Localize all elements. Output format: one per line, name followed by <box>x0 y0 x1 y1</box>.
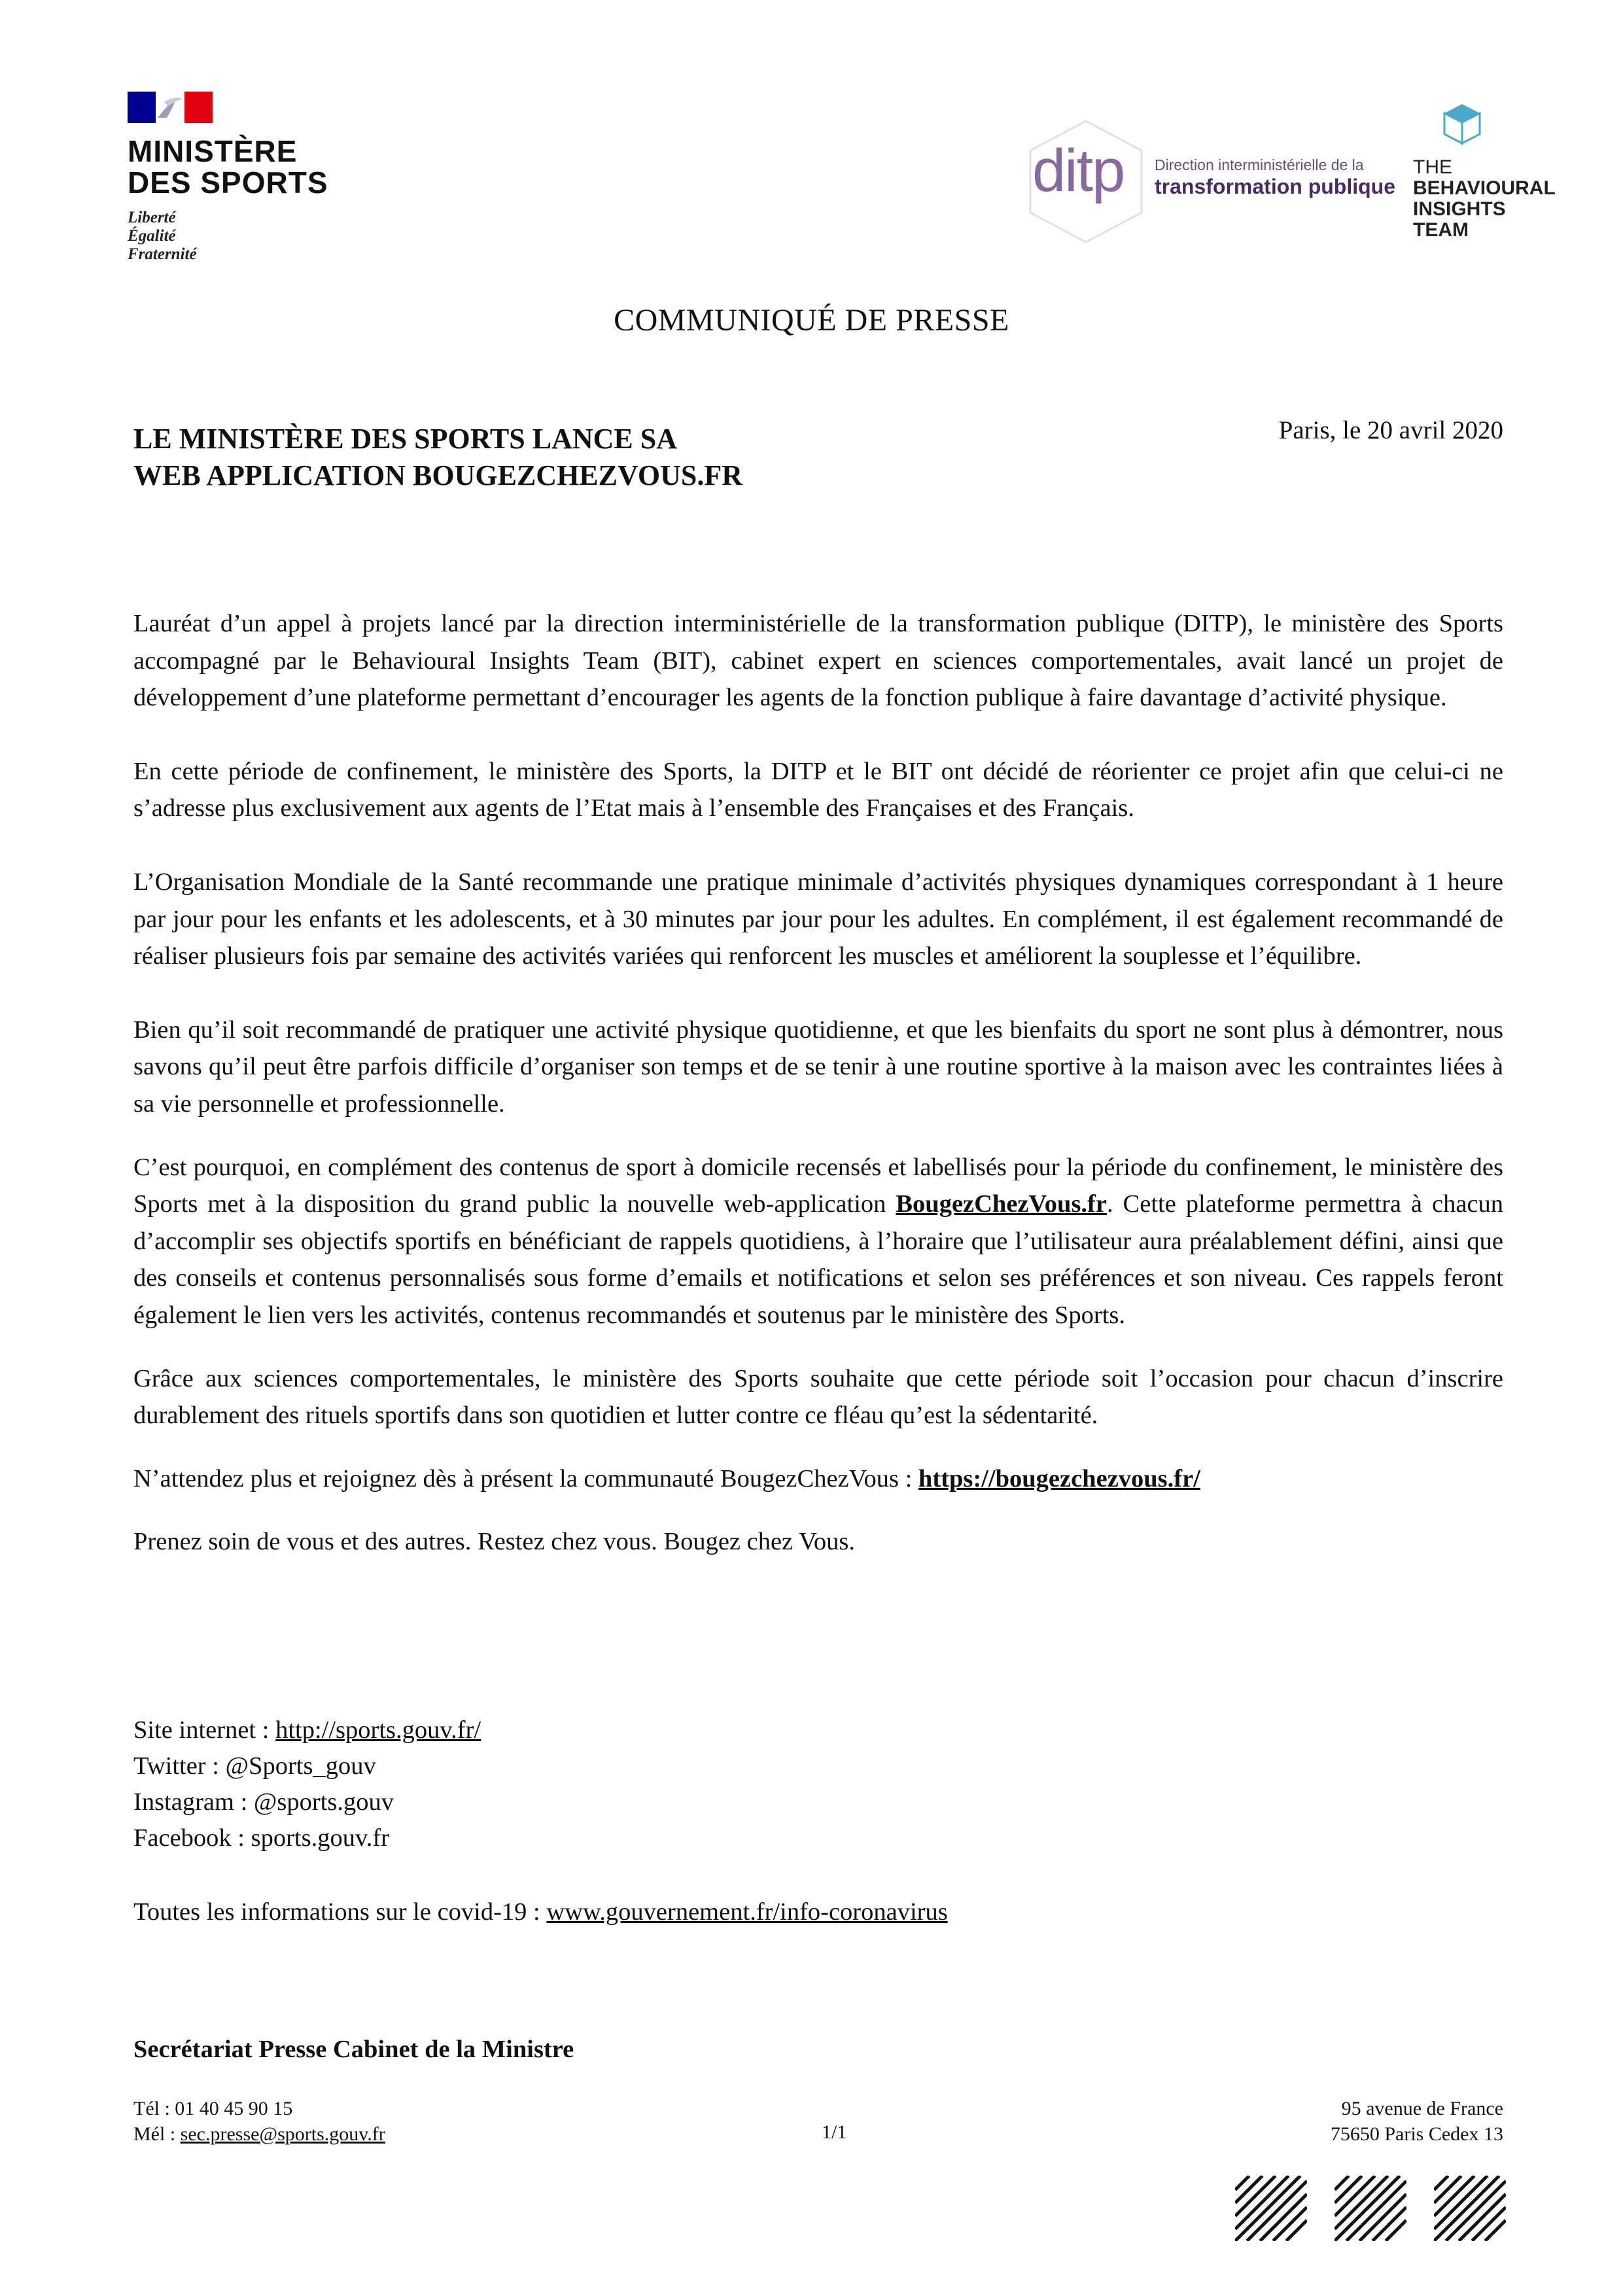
secretariat-heading: Secrétariat Presse Cabinet de la Ministre <box>133 2036 574 2063</box>
sports-gouv-link[interactable]: http://sports.gouv.fr/ <box>275 1716 481 1744</box>
behavioural-insights-team-logo <box>1413 101 1570 252</box>
ditp-mark: ditp <box>1032 137 1125 204</box>
contacts-block <box>133 1712 481 1856</box>
headline-line1: LE MINISTÈRE DES SPORTS LANCE SA <box>133 423 678 455</box>
headline-line2: WEB APPLICATION BOUGEZCHEZVOUS.FR <box>133 459 743 491</box>
site-line <box>133 1712 481 1748</box>
bougezchezvous-link[interactable]: BougezChezVous.fr <box>896 1190 1107 1218</box>
paragraph-4: Bien qu’il soit recommandé de pratiquer une activité physique quotidienne, et que les bienfaits du sport ne sont plus à démontrer, nous savons qu’il peut être parfois difficile d’organiser son temps et de se tenir à une routine sportive à la maison avec les contraintes liées à sa vie personnelle et professionnelle. <box>133 1016 1503 1118</box>
footer-contact <box>133 2096 385 2147</box>
ditp-logo <box>1021 115 1395 245</box>
covid-label: Toutes les informations sur le covid-19 : <box>133 1898 547 1926</box>
ministry-name-line1: MINISTÈRE <box>128 134 298 168</box>
paragraph-5-text-after: . Cette plateforme permettra à chacun d’accomplir ses objectifs sportifs en bénéficiant de rappels quotidiens, à l’horaire que l’utilisateur aura préalablement défini, ainsi que des conseils et contenus personnalisés sous forme d’emails et notifications et selon ses préférences et son niveau. Ces rappels feront également le lien vers les activités, contenus recommandés et soutenus par le ministère des Sports. <box>133 1190 1503 1329</box>
press-release-body <box>133 605 1503 1597</box>
hatch-square-icon <box>1434 2176 1506 2241</box>
motto-egalite: Égalité <box>128 227 176 245</box>
hatch-square-icon <box>1335 2176 1406 2241</box>
paragraph-5-text-before: C’est pourquoi, en complément des contenus de sport à domicile recensés et labellisés pour la période du confinement, le ministère des Sports met à la disposition du grand public la nouvelle web-application <box>133 1153 1503 1218</box>
press-release-label: COMMUNIQUÉ DE PRESSE <box>614 303 1009 338</box>
footer-address <box>1331 2096 1503 2147</box>
headline <box>133 421 742 494</box>
motto-fraternite: Fraternité <box>128 245 197 263</box>
instagram-line: Instagram : @sports.gouv <box>133 1788 394 1816</box>
marianne-flag-icon <box>128 92 213 123</box>
bit-name-line2: BEHAVIOURAL <box>1413 177 1556 199</box>
footer-hatch-decoration <box>1235 2176 1510 2248</box>
ditp-name-line1: Direction interministérielle de la <box>1155 156 1364 173</box>
address-line2: 75650 Paris Cedex 13 <box>1330 2123 1503 2145</box>
site-label: Site internet : <box>133 1716 276 1744</box>
press-email-link[interactable]: sec.presse@sports.gouv.fr <box>180 2123 385 2145</box>
paragraph-1: Lauréat d’un appel à projets lancé par la direction interministérielle de la transformation publique (DITP), le ministère des Sports accompagné par le Behavioural Insights Team (BIT), cabinet expert en sciences comportementales, avait lancé un projet de développement d’une plateforme permettant d’encourager les agents de la fonction publique à faire davantage d’activité physique. <box>133 610 1503 712</box>
bit-name-line1: THE <box>1413 156 1452 178</box>
place-date: Paris, le 20 avril 2020 <box>1278 416 1503 444</box>
covid-info-line <box>133 1898 948 1926</box>
twitter-line: Twitter : @Sports_gouv <box>133 1752 376 1780</box>
covid-info-link[interactable]: www.gouvernement.fr/info-coronavirus <box>546 1898 948 1926</box>
paragraph-7-text: N’attendez plus et rejoignez dès à présent la communauté BougezChezVous : <box>133 1464 918 1492</box>
bit-name-line3: INSIGHTS <box>1413 198 1506 220</box>
paragraph-8: Prenez soin de vous et des autres. Restez chez vous. Bougez chez Vous. <box>133 1528 856 1556</box>
facebook-line: Facebook : sports.gouv.fr <box>133 1824 389 1852</box>
ministry-of-sports-logo <box>128 92 343 275</box>
footer-mail-label: Mél : <box>133 2123 181 2145</box>
paragraph-3: L’Organisation Mondiale de la Santé recommande une pratique minimale d’activités physiques dynamiques correspondant à 1 heure par jour pour les enfants et les adolescents, et à 30 minutes par jour pour les adultes. En complément, il est également recommandé de réaliser plusieurs fois par semaine des activités variées qui renforcent les muscles et améliorent la souplesse et l’équilibre. <box>133 868 1503 970</box>
bougezchezvous-url-link[interactable]: https://bougezchezvous.fr/ <box>918 1464 1200 1492</box>
paragraph-5 <box>133 1149 1503 1334</box>
ditp-name-line2: transformation publique <box>1155 175 1395 198</box>
bit-cube-icon <box>1439 101 1485 147</box>
paragraph-2: En cette période de confinement, le ministère des Sports, la DITP et le BIT ont décidé de réorienter ce projet afin que celui-ci ne s’adresse plus exclusivement aux agents de l’Etat mais à l’ensemble des Françaises et des Français. <box>133 757 1503 822</box>
address-line1: 95 avenue de France <box>1341 2098 1503 2119</box>
page-number: 1/1 <box>822 2121 847 2143</box>
ministry-name-line2: DES SPORTS <box>128 166 328 200</box>
hatch-square-icon <box>1235 2176 1307 2241</box>
footer-mail-line <box>133 2121 385 2147</box>
bit-name-line4: TEAM <box>1413 219 1469 241</box>
paragraph-6: Grâce aux sciences comportementales, le ministère des Sports souhaite que cette période soit l’occasion pour chacun d’inscrire durablement des rituels sportifs dans son quotidien et lutter contre ce fléau qu’est la sédentarité. <box>133 1364 1503 1430</box>
paragraph-7 <box>133 1460 1503 1498</box>
footer-tel: Tél : 01 40 45 90 15 <box>133 2098 293 2119</box>
motto-liberte: Liberté <box>128 209 176 226</box>
